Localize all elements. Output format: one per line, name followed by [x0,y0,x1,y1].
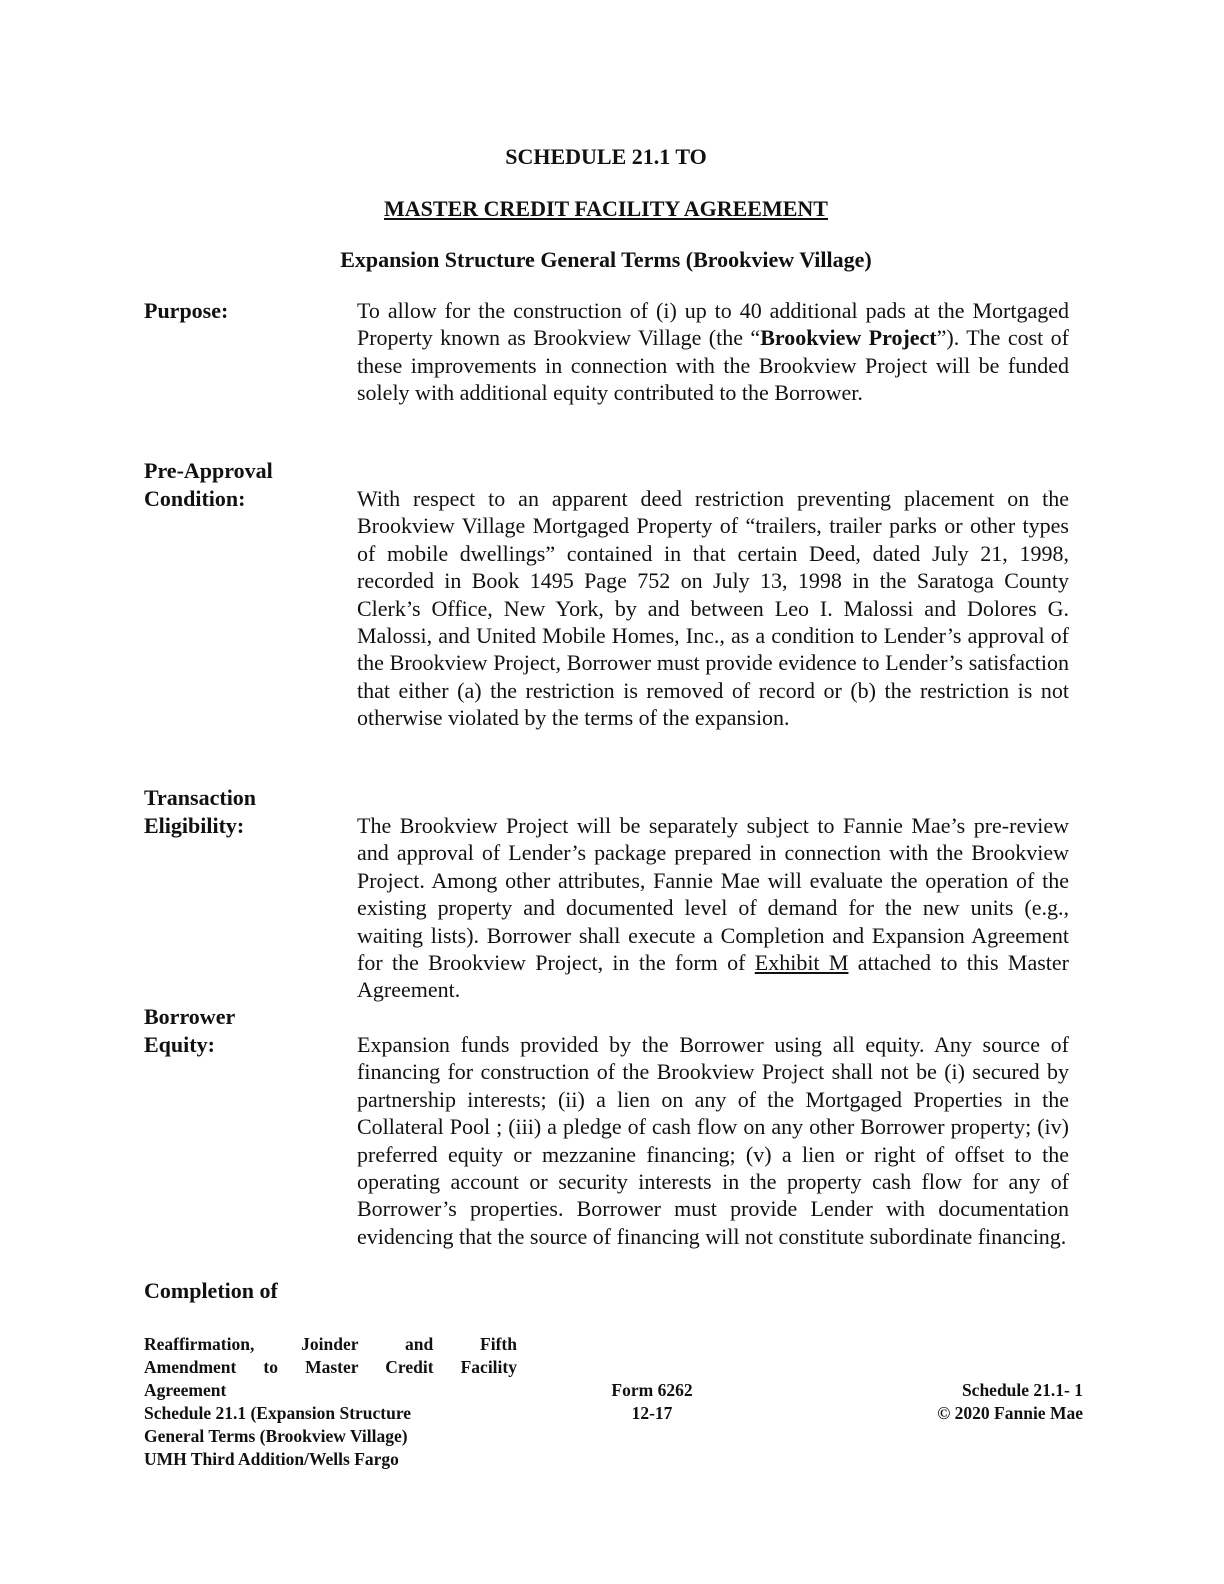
brookview-project-term: Brookview Project [760,325,937,351]
footer-form-info [600,1379,704,1425]
schedule-title: SCHEDULE 21.1 TO [505,144,707,169]
footer-left-line6: UMH Third Addition/Wells Fargo [144,1449,399,1469]
transaction-text-part2: attached to this Master Agreement. [357,950,1069,1003]
pre-approval-label-line1: Pre-Approval [144,458,273,483]
pre-approval-text: With respect to an apparent deed restriction preventing placement on the Brookview Village Mortgaged Property of “trailers, trailer parks or other types of mobile dwellings” contained in that certain Deed, dated July 21, 1998, recorded in Book 1495 Page 752 on July 13, 1998 in the Saratoga County Clerk’s Office, New York, by and between Leo I. Malossi and Dolores G. Malossi, and United Mobile Homes, Inc., as a condition to Lender’s approval of the Brookview Project, Borrower must provide evidence to Lender’s satisfaction that either (a) the restriction is removed of record or (b) the restriction is not otherwise violated by the terms of the expansion. [357,486,1069,731]
footer-page-ref: Schedule 21.1- 1 [961,1380,1083,1400]
document-subtitle: Expansion Structure General Terms (Brookview Village) [340,247,872,272]
transaction-eligibility-label [144,784,344,840]
footer-form-date: 12-17 [631,1403,673,1423]
exhibit-m-link[interactable]: Exhibit M [754,950,849,976]
borrower-equity-label-line1: Borrower [144,1004,236,1029]
borrower-equity-label-line2: Equity: [144,1032,215,1057]
pre-approval-label [144,457,344,513]
footer-left-line4: Schedule 21.1 (Expansion Structure [144,1403,412,1423]
pre-approval-label-line2: Condition: [144,486,246,511]
purpose-text-part2: ”). The cost of these improvements in connection with the Brookview Project will be funded solely with additional equity contributed to the Borrower. [357,325,1070,406]
purpose-text [357,297,1069,407]
agreement-title: MASTER CREDIT FACILITY AGREEMENT [384,196,828,221]
footer-copyright: © 2020 Fannie Mae [937,1403,1083,1423]
purpose-text-part1: To allow for the construction of (i) up to 40 additional pads at the Mortgaged Property known as Brookview Village (the “ [357,298,1069,351]
footer-document-info [144,1333,517,1471]
transaction-text-part1: The Brookview Project will be separately subject to Fannie Mae’s pre-review and approval of Lender’s package prepared in connection with the Brookview Project. Among other attributes, Fannie Mae will evaluate the operation of the existing property and documented level of demand for the new units (e.g., waiting lists). Borrower shall execute a Completion and Expansion Agreement for the Brookview Project, in the form of [357,813,1069,976]
purpose-label: Purpose: [144,298,229,323]
transaction-label-line1: Transaction [144,785,257,810]
transaction-eligibility-text [357,812,1069,1004]
transaction-label-line2: Eligibility: [144,813,245,838]
footer-left-line2: Amendment to Master Credit Facility [144,1357,517,1377]
completion-label: Completion of [144,1278,278,1303]
footer-left-line1: Reaffirmation, Joinder and Fifth [144,1334,517,1354]
footer-left-line5: General Terms (Brookview Village) [144,1426,408,1446]
footer-left-line3: Agreement [144,1380,227,1400]
borrower-equity-text: Expansion funds provided by the Borrower using all equity. Any source of financing for construction of the Brookview Project shall not be (i) secured by partnership interests; (ii) a lien on any of the Mortgaged Properties in the Collateral Pool ; (iii) a pledge of cash flow on any other Borrower property; (iv) preferred equity or mezzanine financing; (v) a lien or right of offset to the operating account or security interests in the property cash flow for any of Borrower’s properties. Borrower must provide Lender with documentation evidencing that the source of financing will not constitute subordinate financing. [357,1032,1069,1249]
footer-page-info [900,1379,1083,1425]
footer-form-number: Form 6262 [611,1380,693,1400]
borrower-equity-label [144,1003,344,1059]
